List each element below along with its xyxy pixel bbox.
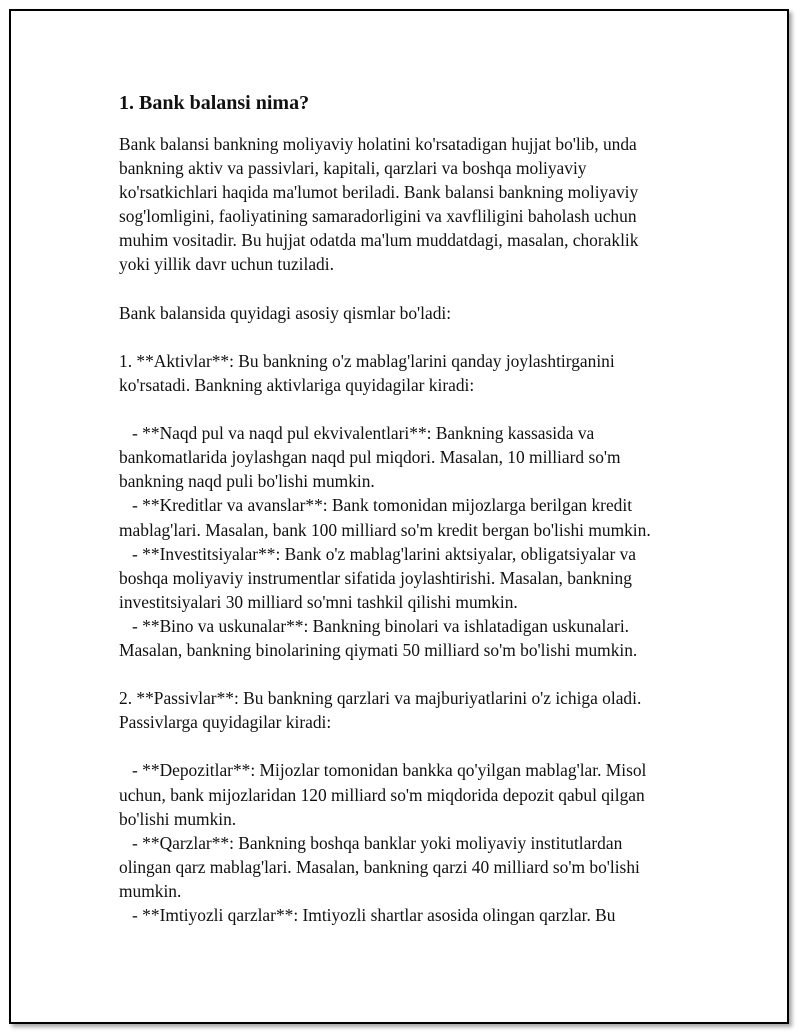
text-line: - **Naqd pul va naqd pul ekvivalentlari**: Bankning kassasida va — [119, 423, 595, 444]
paragraph-liabilities-list — [119, 758, 689, 927]
text-line: - **Investitsiyalar**: Bank o'z mablag'larini aktsiyalar, obligatsiyalar va — [119, 543, 636, 564]
text-line: yoki yillik davr uchun tuziladi. — [119, 254, 334, 275]
paragraph-parts-intro — [119, 301, 689, 325]
document-body — [119, 91, 689, 927]
text-line: mablag'lari. Masalan, bank 100 milliard so'm kredit bergan bo'lishi mumkin. — [119, 519, 651, 540]
text-line: Masalan, bankning binolarining qiymati 50 milliard so'm bo'lishi mumkin. — [119, 639, 638, 660]
text-line: olingan qarz mablag'lari. Masalan, bankning qarzi 40 milliard so'm bo'lishi — [119, 856, 640, 877]
paragraph-gap — [119, 277, 689, 301]
text-line: - **Qarzlar**: Bankning boshqa banklar yoki moliyaviy institutlardan — [119, 832, 623, 853]
paragraph-intro — [119, 132, 689, 277]
text-line: - **Bino va uskunalar**: Bankning binolari va ishlatadigan uskunalari. — [119, 615, 630, 636]
text-line: bo'lishi mumkin. — [119, 808, 237, 829]
text-line: investitsiyalari 30 milliard so'mni tashkil qilishi mumkin. — [119, 591, 518, 612]
text-line: bankomatlarida joylashgan naqd pul miqdori. Masalan, 10 milliard so'm — [119, 447, 621, 468]
paragraph-gap — [119, 325, 689, 349]
text-line: - **Kreditlar va avanslar**: Bank tomonidan mijozlarga berilgan kredit — [119, 495, 633, 516]
paragraph-gap — [119, 734, 689, 758]
paragraph-assets-list — [119, 421, 689, 662]
text-line: ko'rsatadi. Bankning aktivlariga quyidagilar kiradi: — [119, 374, 475, 395]
text-line: - **Imtiyozli qarzlar**: Imtiyozli shartlar asosida olingan qarzlar. Bu — [119, 905, 616, 925]
paragraph-gap — [119, 397, 689, 421]
text-line: Bank balansi bankning moliyaviy holatini ko'rsatadigan hujjat bo'lib, unda — [119, 134, 637, 154]
text-line: sog'lomligini, faoliyatining samaradorligini va xavfliligini baholash uchun — [119, 206, 637, 227]
text-line: boshqa moliyaviy instrumentlar sifatida joylashtirishi. Masalan, bankning — [119, 567, 632, 588]
text-line: bankning naqd puli bo'lishi mumkin. — [119, 471, 375, 492]
text-line: mumkin. — [119, 880, 182, 901]
text-line: - **Depozitlar**: Mijozlar tomonidan bankka qo'yilgan mablag'lar. Misol — [119, 760, 647, 781]
paragraph-assets-intro — [119, 349, 689, 397]
text-line: muhim vositadir. Bu hujjat odatda ma'lum muddatdagi, masalan, choraklik — [119, 230, 639, 251]
document-page — [9, 9, 789, 1024]
text-line: bankning aktiv va passivlari, kapitali, qarzlari va boshqa moliyaviy — [119, 158, 587, 179]
text-line: uchun, bank mijozlaridan 120 milliard so'm miqdorida depozit qabul qilgan — [119, 784, 645, 805]
text-line: ko'rsatkichlari haqida ma'lumot beriladi. Bank balansi bankning moliyaviy — [119, 182, 639, 203]
text-line: 1. **Aktivlar**: Bu bankning o'z mablag'larini qanday joylashtirganini — [119, 350, 615, 371]
section-heading: 1. Bank balansi nima? — [119, 92, 310, 114]
text-line: Passivlarga quyidagilar kiradi: — [119, 712, 332, 733]
text-line: Bank balansida quyidagi asosiy qismlar bo'ladi: — [119, 302, 452, 323]
paragraph-liabilities-intro — [119, 686, 689, 734]
text-line: 2. **Passivlar**: Bu bankning qarzlari va majburiyatlarini o'z ichiga oladi. — [119, 688, 642, 709]
paragraph-gap — [119, 662, 689, 686]
